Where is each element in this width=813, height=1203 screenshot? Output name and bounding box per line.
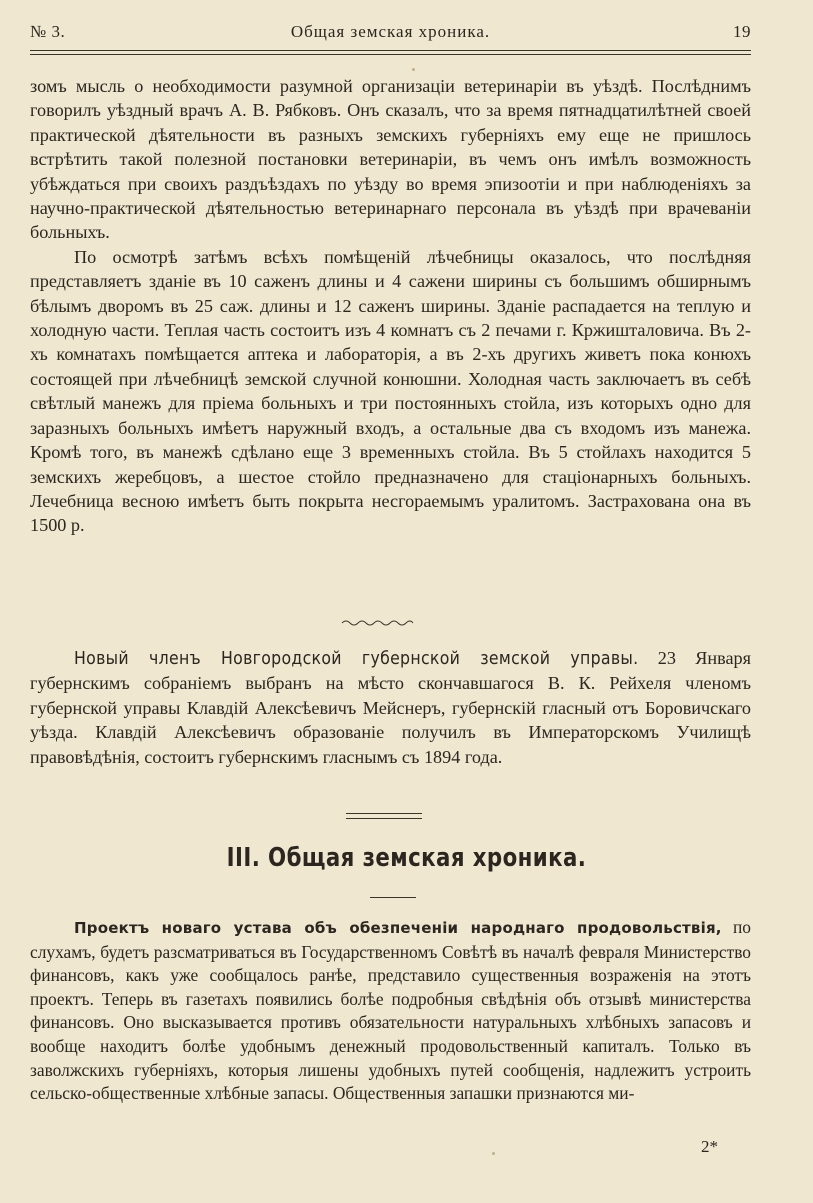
signature-mark: 2* [701,1137,718,1156]
page-number: 19 [733,22,751,41]
section-divider [346,813,422,819]
article-lead: Проектъ новаго устава объ обезпеченіи народнаго продовольствія, [74,919,722,937]
page-header [30,22,751,50]
running-title: Общая земская хроника. [290,22,491,41]
article-new-member [30,646,751,769]
paper-speck [492,1152,495,1155]
paper-speck [412,68,415,71]
article-food-supply [30,916,751,1106]
paragraph: зомъ мысль о необходимости разумной организаціи ветеринаріи въ уѣздѣ. Послѣднимъ говорилъ уѣздный врачъ А. В. Рябковъ. Онъ сказалъ, что за время пятнадцатилѣтней своей практической дѣятельности въ разныхъ земскихъ губерніяхъ ему еще не пришлось встрѣтить такой полезной постановки ветеринаріи, въ чемъ онъ имѣлъ возможность убѣждаться при своихъ раздъѣздахъ по уѣзду во время эпизоотіи и при наблюденіяхъ за научно-практической дѣятельностью ветеринарнаго персонала въ уѣздѣ при врачеваніи больныхъ. [30,76,751,243]
article-body: 23 Января губернскимъ собраніемъ выбранъ на мѣсто скончавшагося В. К. Рейхеля членомъ губернской управы Клавдій Алексѣевичъ Мейснеръ, губернскій гласный отъ Боровичскаго уѣзда. Клавдій Алексѣевичъ образованіе получилъ въ Императорскомъ Училищѣ правовѣдѣнія, состоитъ губернскимъ гласнымъ съ 1894 года. [30,648,751,767]
paragraph: По осмотрѣ затѣмъ всѣхъ помѣщеній лѣчебницы оказалось, что послѣдняя представляетъ зданіе въ 10 саженъ длины и 4 сажени ширины съ большимъ обширнымъ бѣлымъ дворомъ въ 25 саж. длины и 12 саженъ ширины. Зданіе распадается на теплую и холодную части. Теплая часть состоитъ изъ 4 комнатъ съ 2 печами г. Кржишталовича. Въ 2-хъ комнатахъ помѣщается аптека и лабораторія, а въ 2-хъ другихъ живетъ пока конюхъ состоящей при лѣчебницѣ земской случной конюшни. Холодная часть заключаетъ въ себѣ свѣтлый манежъ для пріема больныхъ и три постоянныхъ стойла, изъ которыхъ одно для заразныхъ больныхъ имѣетъ наружный входъ, а остальные два съ входомъ изъ манежа. Кромѣ того, въ манежѣ сдѣлано еще 3 временныхъ стойла. Въ 5 стойлахъ находится 5 земскихъ жеребцовъ, а шестое стойло предназначено для стаціонарныхъ больныхъ. Лечебница весною имѣетъ быть покрыта несгораемымъ уралитомъ. Застрахована она въ 1500 р. [30,246,751,536]
article-veterinary [30,74,751,538]
article-lead: Новый членъ Новгородской губернской земской управы. [74,649,639,669]
header-rule [30,50,751,55]
issue-number: № 3. [30,22,66,41]
article-body: по слухамъ, будетъ разсматриваться въ Государственномъ Совѣтѣ въ началѣ февраля Министерство финансовъ, какъ уже сообщалось ранѣе, представило существенныя возраженія на этотъ проектъ. Теперь въ газетахъ появились болѣе подробныя свѣдѣнія объ отзывѣ министерства финансовъ. Оно высказывается противъ обязательности натуральныхъ хлѣбныхъ запасовъ и вообще находитъ болѣе удобнымъ денежный продовольственный капиталъ. Только въ заволжскихъ губерніяхъ, которыя лишены удобныхъ путей сообщенія, надлежитъ устроить сельско-общественные хлѣбные запасы. Общественныя запашки признаются ми- [30,917,751,1104]
wavy-divider [340,617,415,627]
section-title: III. Общая земская хроника. [226,843,587,873]
title-underline [370,897,416,898]
